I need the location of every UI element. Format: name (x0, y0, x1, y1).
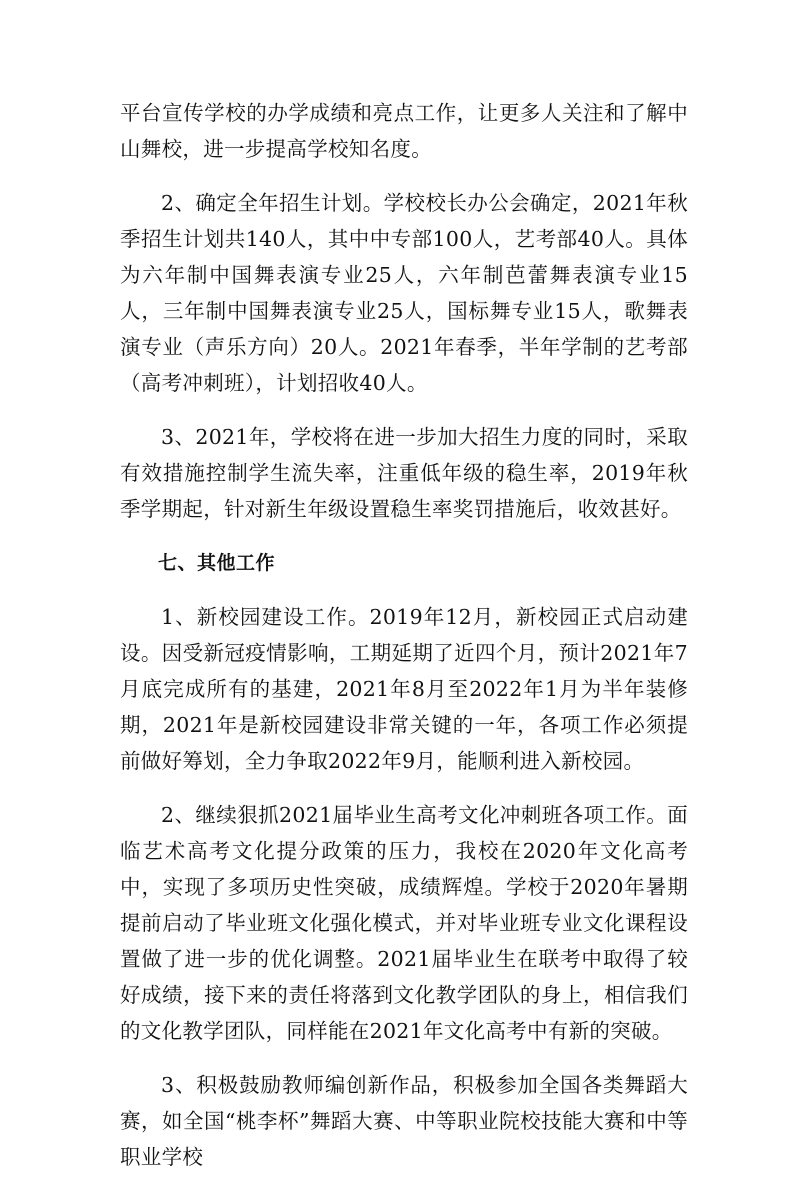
paragraph-continuation: 平台宣传学校的办学成绩和亮点工作，让更多人关注和了解中山舞校，进一步提高学校知名度。 (120, 101, 688, 161)
paragraph-enrollment-plan: 2、确定全年招生计划。学校校长办公会确定，2021年秋季招生计划共140人，其中中专部100人，艺考部40人。具体为六年制中国舞表演专业25人，六年制芭蕾舞表演专业15人，三年制中国舞表演专业25人，国标舞专业15人，歌舞表演专业（声乐方向）20人。2021年春季，半年学制的艺考部（高考冲刺班），计划招收40人。 (120, 191, 688, 395)
section-heading-other-work: 七、其他工作 (158, 552, 276, 574)
document-body (120, 95, 688, 1193)
paragraph-exam-sprint: 2、继续狠抓2021届毕业生高考文化冲刺班各项工作。面临艺术高考文化提分政策的压力，我校在2020年文化高考中，实现了多项历史性突破，成绩辉煌。学校于2020年暑期提前启动了毕业班文化强化模式，并对毕业班专业文化课程设置做了进一步的优化调整。2021届毕业生在联考中取得了较好成绩，接下来的责任将落到文化教学团队的身上，相信我们的文化教学团队，同样能在2021年文化高考中有新的突破。 (120, 803, 688, 1043)
paragraph-new-campus: 1、新校园建设工作。2019年12月，新校园正式启动建设。因受新冠疫情影响，工期延期了近四个月，预计2021年7月底完成所有的基建，2021年8月至2022年1月为半年装修期，2021年是新校园建设非常关键的一年，各项工作必须提前做好筹划，全力争取2022年9月，能顺利进入新校园。 (120, 605, 688, 773)
paragraph-retention: 3、2021年，学校将在进一步加大招生力度的同时，采取有效措施控制学生流失率，注重低年级的稳生率，2019年秋季学期起，针对新生年级设置稳生率奖罚措施后，收效甚好。 (120, 425, 688, 521)
paragraph-new-works: 3、积极鼓励教师编创新作品，积极参加全国各类舞蹈大赛，如全国“桃李杯”舞蹈大赛、中等职业院校技能大赛和中等职业学校 (120, 1073, 688, 1169)
